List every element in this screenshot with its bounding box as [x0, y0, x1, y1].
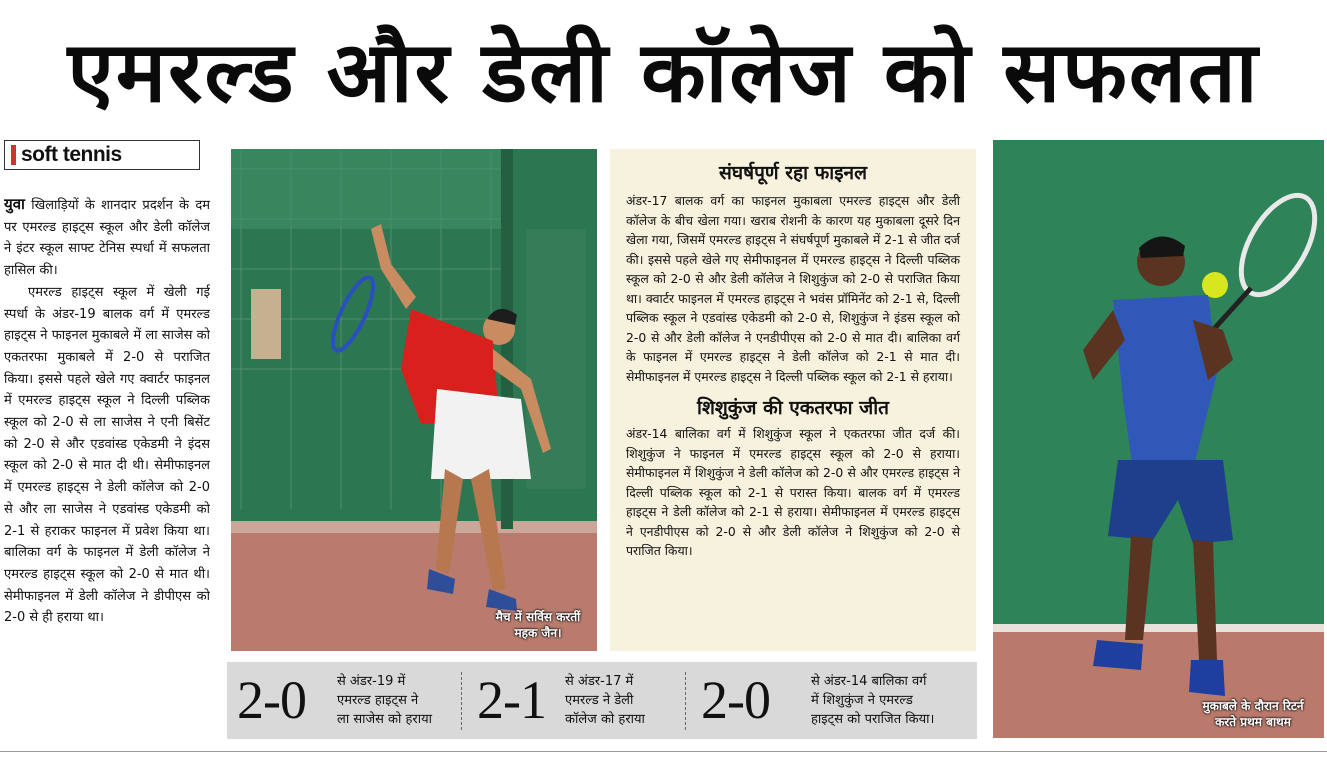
kicker-label: soft tennis [21, 143, 122, 166]
stat-under-19-score: 2-0 [237, 670, 306, 730]
stat-under-14-score: 2-0 [701, 670, 770, 730]
stat-under-14 [701, 662, 971, 739]
stat-under-17-text [565, 672, 645, 729]
photo-boy-caption [1185, 698, 1321, 730]
photo-boy-caption-line1: मुकाबले के दौरान रिटर्न [1202, 699, 1304, 713]
stat-under-17 [477, 662, 682, 739]
article-left-column [4, 194, 210, 746]
score-summary-bar [227, 662, 977, 739]
stat-under-14-line3: हाइट्स को पराजित किया। [811, 712, 935, 727]
paragraph-1-text: खिलाड़ियों के शानदार प्रदर्शन के दम पर एमरल्ड हाइट्स स्कूल और डेली कॉलेज ने इंटर स्कूल साफ्ट टेनिस स्पर्धा में सफलता हासिल की। [4, 198, 210, 279]
stat-under-14-text [811, 672, 934, 729]
infobox-heading-final: संघर्षपूर्ण रहा फाइनल [719, 162, 867, 184]
stat-under-17-line1: से अंडर-17 में [565, 674, 634, 689]
article-paragraph-2: एमरल्ड हाइट्स स्कूल में खेली गई स्पर्धा के अंडर-19 बालक वर्ग में एमरल्ड हाइट्स ने फाइनल मुकाबले में ला साजेस को एकतरफा मुकाबले में 2-0 से पराजित किया। इससे पहले खेले गए क्वार्टर फाइनल में एमरल्ड हाइट्स स्कूल ने दिल्ली पब्लिक स्कूल को 2-0 से ला साजेस ने एनी बिसेंट को 2-0 से और एडवांस्ड एकेडमी ने इंदस स्कूल को 2-0 से मात दी थी। सेमीफाइनल में एमरल्ड हाइट्स ने डेली कॉलेज को 2-0 से और ला साजेस ने एडवांस्ड एकेडमी को 2-1 से हराकर फाइनल में प्रवेश किया था। बालिका वर्ग के फाइनल में डेली कॉलेज ने एमरल्ड हाइट्स स्कूल को 2-0 से मात थी। सेमीफाइनल में डेली कॉलेज ने डीपीएस को 2-0 से ही हराया था। [4, 284, 210, 626]
stat-under-19-line2: एमरल्ड हाइट्स ने [337, 693, 419, 708]
stat-under-19-line1: से अंडर-19 में [337, 674, 406, 689]
infobox-heading-shishukunj: शिशुकुंज की एकतरफा जीत [697, 397, 889, 419]
stat-divider-1 [461, 672, 462, 730]
photo-boy-return-illustration [993, 140, 1324, 738]
photo-boy-caption-line2: करते प्रथम बाथम [1215, 715, 1291, 729]
sidebar-infobox [610, 149, 976, 651]
stat-under-14-line2: में शिशुकुंज ने एमरल्ड [811, 693, 913, 708]
photo-girl-serving [231, 149, 597, 651]
photo-girl-serving-illustration [231, 149, 597, 651]
stat-under-17-line3: कॉलेज को हराया [565, 712, 645, 727]
stat-under-19-text [337, 672, 432, 729]
stat-under-19 [237, 662, 462, 739]
headline: एमरल्ड और डेली कॉलेज को सफलता [67, 23, 1260, 121]
infobox-paragraph-shishukunj: अंडर-14 बालिका वर्ग में शिशुकुंज स्कूल ने एकतरफा जीत दर्ज की। शिशुकुंज ने फाइनल में एमरल्ड हाइट्स स्कूल को 2-0 से हराया। सेमीफाइनल में शिशुकुंज ने डेली कॉलेज को 2-0 से और एमरल्ड हाइट्स ने दिल्ली पब्लिक स्कूल को 2-1 से परास्त किया। बालक वर्ग में एमरल्ड हाइट्स ने डेली कॉलेज को 2-1 से हराया। सेमीफाइनल में एमरल्ड हाइट्स ने एनडीपीएस को 2-0 से और डेली कॉलेज ने शिशुकुंज को 2-0 से पराजित किया। [626, 426, 960, 558]
infobox-paragraph-final: अंडर-17 बालक वर्ग का फाइनल मुकाबला एमरल्ड हाइट्स और डेली कॉलेज के बीच खेला गया। खराब रोशनी के कारण यह मुकाबला दूसरे दिन खेला गया, जिसमें एमरल्ड हाइट्स ने संघर्षपूर्ण मुकाबले में 2-1 से जीत दर्ज की। इससे पहले खेले गए सेमीफाइनल में एमरल्ड हाइट्स ने दिल्ली पब्लिक स्कूल को 2-0 से और डेली कॉलेज ने शिशुकुंज को 2-0 से पराजित किया था। क्वार्टर फाइनल में एमरल्ड हाइट्स ने भवंस प्रॉमिनेंट को 2-1 से, दिल्ली पब्लिक स्कूल ने एडवांस्ड एकेडमी को 2-0 से, शिशुकुंज ने इंडस स्कूल को 2-0 से और डेली कॉलेज ने एनडीपीएस को 2-0 से मात दी। बालिका वर्ग के फाइनल में एमरल्ड हाइट्स ने डेली कॉलेज को 2-1 से मात दी। सेमीफाइनल में एमरल्ड हाइट्स ने दिल्ली पब्लिक स्कूल को 2-1 से हराया। [626, 193, 960, 384]
article-paragraph-1 [4, 194, 210, 282]
lead-word: युवा [4, 195, 25, 213]
stat-divider-2 [685, 672, 686, 730]
photo-girl-caption [483, 609, 593, 641]
stat-under-17-line2: एमरल्ड ने डेली [565, 693, 634, 708]
photo-girl-caption-line1: मैच में सर्विस करतीं [495, 610, 581, 624]
section-kicker [4, 140, 200, 170]
stat-under-14-line1: से अंडर-14 बालिका वर्ग [811, 674, 927, 689]
stat-under-17-score: 2-1 [477, 670, 546, 730]
photo-girl-caption-line2: महक जैन। [514, 626, 562, 640]
kicker-accent-bar [11, 145, 16, 165]
photo-boy-return [993, 140, 1324, 738]
page-bottom-rule [0, 751, 1327, 752]
stat-under-19-line3: ला साजेस को हराया [337, 712, 433, 727]
